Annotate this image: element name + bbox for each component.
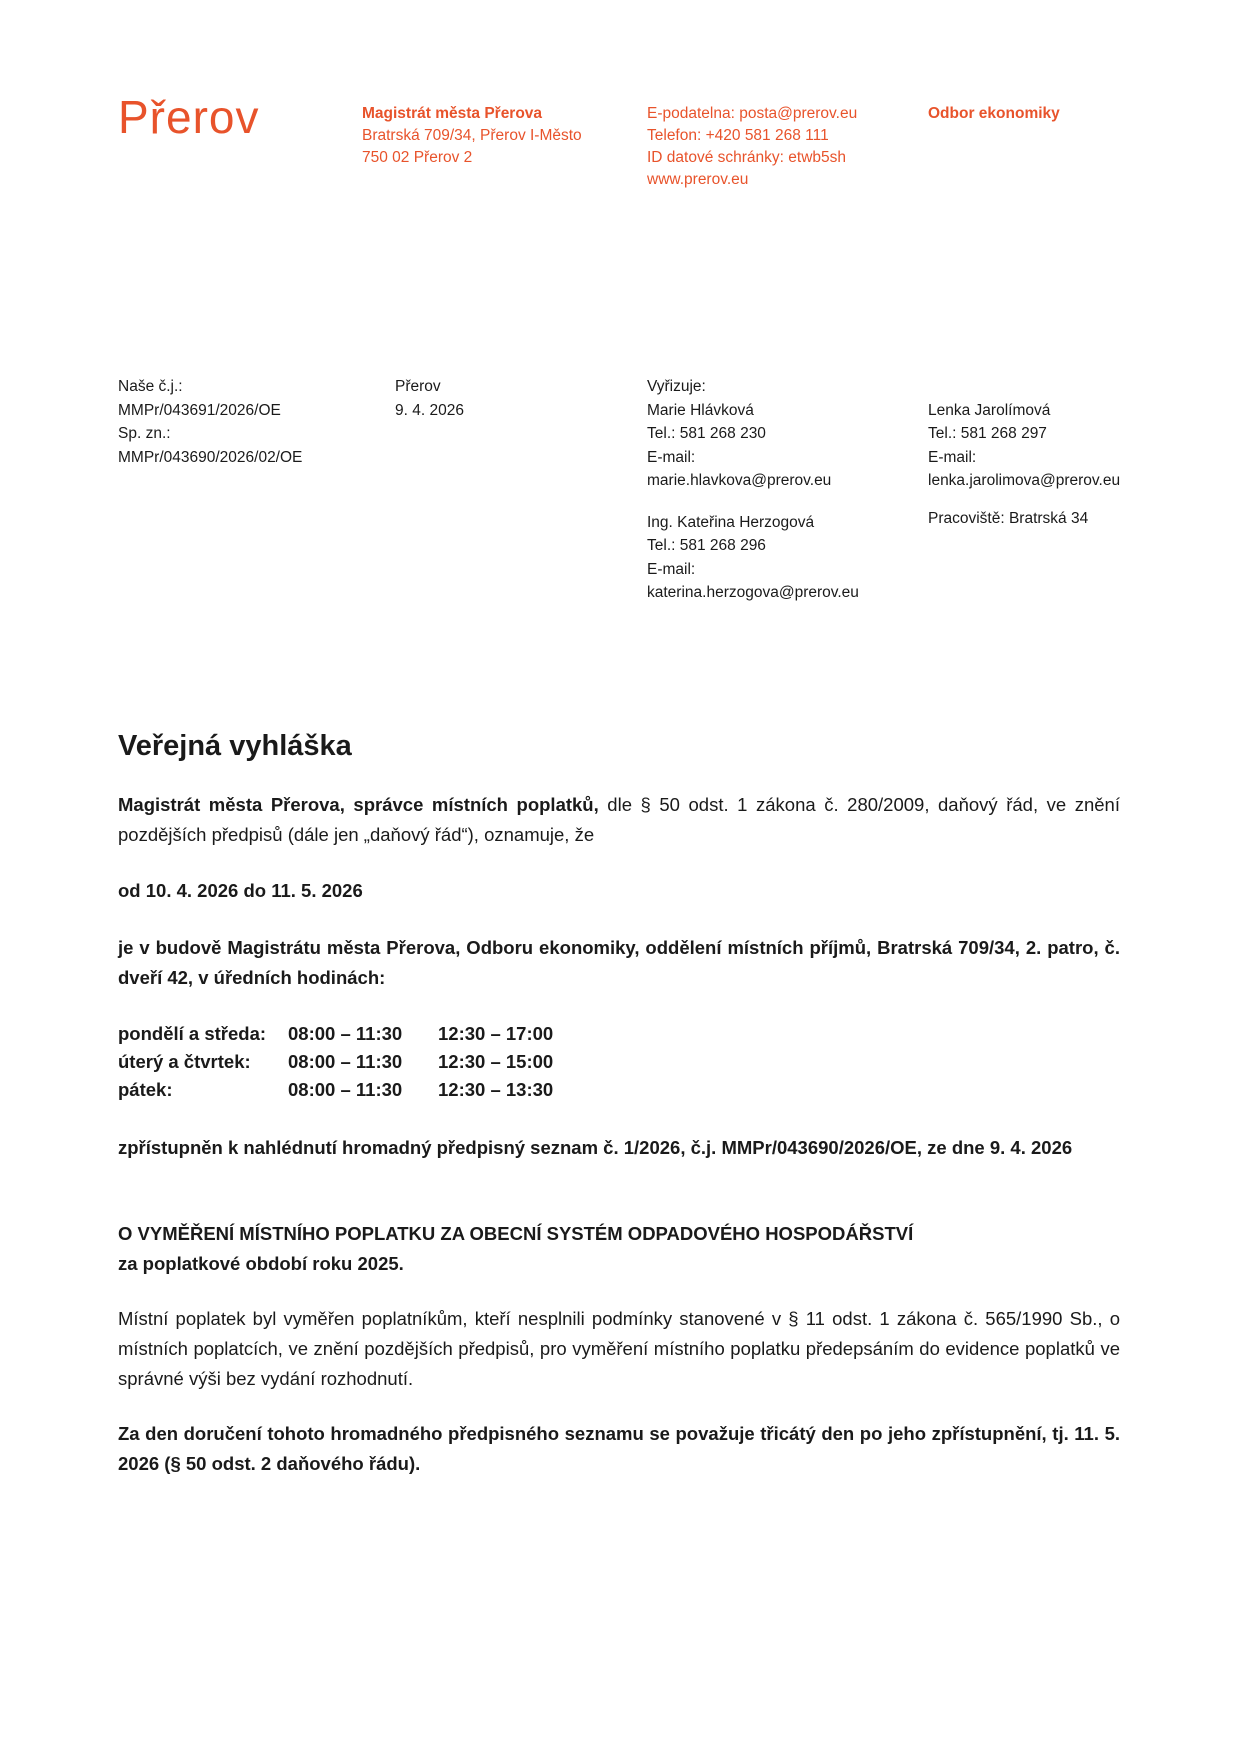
hours-row: [118, 1076, 553, 1104]
hours-day: úterý a čtvrtek:: [118, 1051, 251, 1072]
contact-email[interactable]: lenka.jarolimova@prerov.eu: [928, 472, 1121, 489]
contact-tel: Tel.: 581 268 230: [647, 425, 766, 442]
office-hours-table: [118, 1020, 553, 1104]
department-name: Odbor ekonomiky: [928, 105, 1060, 122]
org-phone: Telefon: +420 581 268 111: [647, 127, 829, 144]
intro-bold: Magistrát města Přerova, správce místních poplatků,: [118, 794, 599, 815]
intro-paragraph: [118, 790, 1120, 850]
contact-name: Ing. Kateřina Herzogová: [647, 513, 815, 531]
place-date-block: [395, 375, 464, 422]
hours-row: [118, 1048, 553, 1076]
hours-am: 08:00 – 11:30: [288, 1079, 403, 1100]
contact-email-label: E-mail:: [928, 448, 977, 466]
hours-day: pátek:: [118, 1079, 173, 1100]
handler-block-2: [928, 399, 1120, 531]
hours-pm: 12:30 – 17:00: [438, 1023, 554, 1044]
org-address-line1: Bratrská 709/34, Přerov I-Město: [362, 127, 582, 144]
file-ref-label: Sp. zn.:: [118, 425, 171, 442]
epodatelna[interactable]: E-podatelna: posta@prerov.eu: [647, 105, 858, 122]
period: od 10. 4. 2026 do 11. 5. 2026: [118, 880, 363, 901]
hours-pm: 12:30 – 13:30: [438, 1079, 554, 1100]
list-availability-paragraph: zpřístupněn k nahlédnutí hromadný předpisný seznam č. 1/2026, č.j. MMPr/043690/2026/OE, ze dne 9. 4. 2026: [118, 1137, 1073, 1158]
contact-tel: Tel.: 581 268 296: [647, 537, 766, 554]
delivery-paragraph: Za den doručení tohoto hromadného předpisného seznamu se považuje třicátý den po jeho zpřístupnění, tj. 11. 5. 2026 (§ 50 odst. 2 daňového řádu).: [118, 1423, 1120, 1474]
subject-line2: za poplatkové období roku 2025.: [118, 1253, 404, 1274]
hours-pm: 12:30 – 15:00: [438, 1051, 554, 1072]
place: Přerov: [395, 378, 441, 395]
hours-am: 08:00 – 11:30: [288, 1051, 403, 1072]
org-address-line2: 750 02 Přerov 2: [362, 149, 473, 166]
intro-rest: dle § 50 odst. 1 zákona č. 280/2009, daňový řád, ve znění pozdějších předpisů (dále jen „daňový řád“), oznamuje, že: [118, 794, 1120, 845]
explanation-paragraph: Místní poplatek byl vyměřen poplatníkům, kteří nesplnili podmínky stanovené v § 11 odst. 1 zákona č. 565/1990 Sb., o místních poplatcích, ve znění pozdějších předpisů, pro vyměření místního poplatku předepsáním do evidence poplatků ve správné výši bez vydání rozhodnutí.: [118, 1308, 1120, 1389]
subject-line1: O VYMĚŘENÍ MÍSTNÍHO POPLATKU ZA OBECNÍ SYSTÉM ODPADOVÉHO HOSPODÁŘSTVÍ: [118, 1223, 914, 1244]
contact-email-label: E-mail:: [647, 560, 696, 578]
contact-email[interactable]: marie.hlavkova@prerov.eu: [647, 472, 832, 489]
contact-email[interactable]: katerina.herzogova@prerov.eu: [647, 584, 859, 601]
contact-email-label: E-mail:: [647, 448, 696, 466]
org-contact-block: [647, 103, 857, 191]
handled-by-label: Vyřizuje:: [647, 378, 706, 395]
hours-am: 08:00 – 11:30: [288, 1023, 403, 1044]
contact-tel: Tel.: 581 268 297: [928, 425, 1047, 442]
our-ref-label: Naše č.j.:: [118, 378, 183, 395]
location-paragraph: je v budově Magistrátu města Přerova, Odboru ekonomiky, oddělení místních příjmů, Bratrská 709/34, 2. patro, č. dveří 42, v úředních hodinách:: [118, 937, 1120, 988]
handler-block: [647, 375, 859, 605]
prerov-logo: Přerov: [118, 91, 260, 143]
org-address-block: [362, 103, 582, 169]
document-title: Veřejná vyhláška: [118, 730, 352, 762]
hours-row: [118, 1020, 553, 1048]
website-link[interactable]: www.prerov.eu: [647, 171, 749, 188]
org-name: Magistrát města Přerova: [362, 105, 543, 122]
hours-day: pondělí a středa:: [118, 1023, 267, 1044]
workplace: Pracoviště: Bratrská 34: [928, 509, 1089, 527]
data-box-id: ID datové schránky: etwb5sh: [647, 149, 847, 166]
contact-name: Lenka Jarolímová: [928, 401, 1051, 419]
reference-block: [118, 375, 302, 469]
subject-block: [118, 1219, 1120, 1279]
date: 9. 4. 2026: [395, 401, 464, 419]
contact-name: Marie Hlávková: [647, 401, 754, 419]
our-ref: MMPr/043691/2026/OE: [118, 401, 281, 419]
file-ref: MMPr/043690/2026/02/OE: [118, 448, 303, 466]
